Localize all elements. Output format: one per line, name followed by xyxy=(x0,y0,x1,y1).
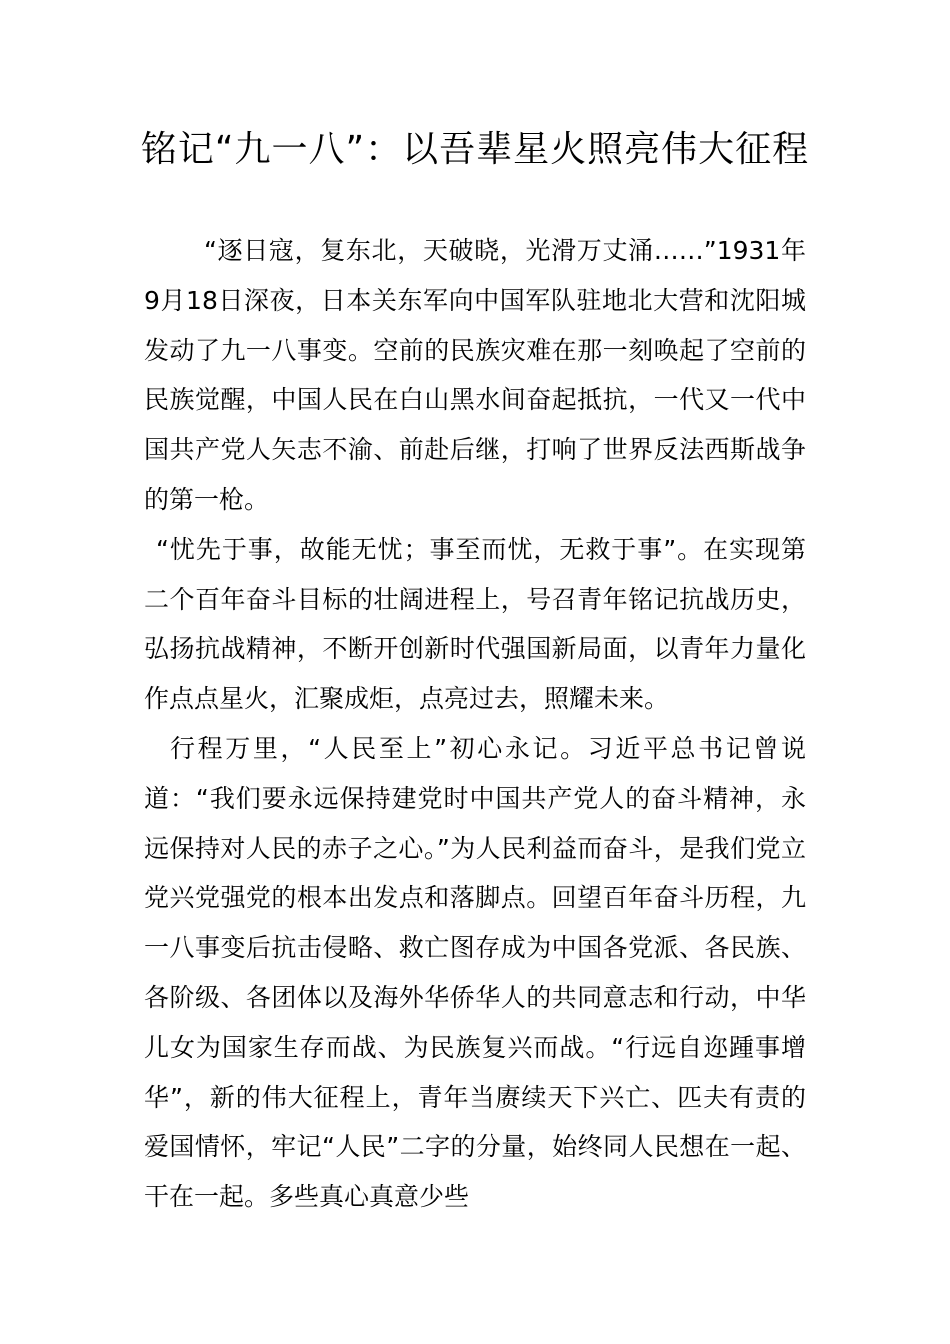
document-body xyxy=(144,226,806,1222)
paragraph-3: 行程万里，“人民至上”初心永记。习近平总书记曾说道：“我们要永远保持建党时中国共产党人的奋斗精神，永远保持对人民的赤子之心。”为人民利益而奋斗，是我们党立党兴党强党的根本出发点和落脚点。回望百年奋斗历程，九一八事变后抗击侵略、救亡图存成为中国各党派、各民族、各阶级、各团体以及海外华侨华人的共同意志和行动，中华儿女为国家生存而战、为民族复兴而战。“行远自迩踵事增华”，新的伟大征程上，青年当赓续天下兴亡、匹夫有责的爱国情怀，牢记“人民”二字的分量，始终同人民想在一起、干在一起。多些真心真意少些 xyxy=(144,733,806,1212)
paragraph-2: “忧先于事，故能无忧；事至而忧，无救于事”。在实现第二个百年奋斗目标的壮阔进程上，号召青年铭记抗战历史，弘扬抗战精神，不断开创新时代强国新局面，以青年力量化作点点星火，汇聚成炬，点亮过去，照耀未来。 xyxy=(144,534,806,714)
paragraph-1: “逐日寇，复东北，天破晓，光滑万丈涌……”1931年9月18日深夜，日本关东军向中国军队驻地北大营和沈阳城发动了九一八事变。空前的民族灾难在那一刻唤起了空前的民族觉醒，中国人民在白山黑水间奋起抵抗，一代又一代中国共产党人矢志不渝、前赴后继，打响了世界反法西斯战争的第一枪。 xyxy=(144,236,806,514)
document-title: 铭记“九一八”：以吾辈星火照亮伟大征程 xyxy=(140,129,810,170)
